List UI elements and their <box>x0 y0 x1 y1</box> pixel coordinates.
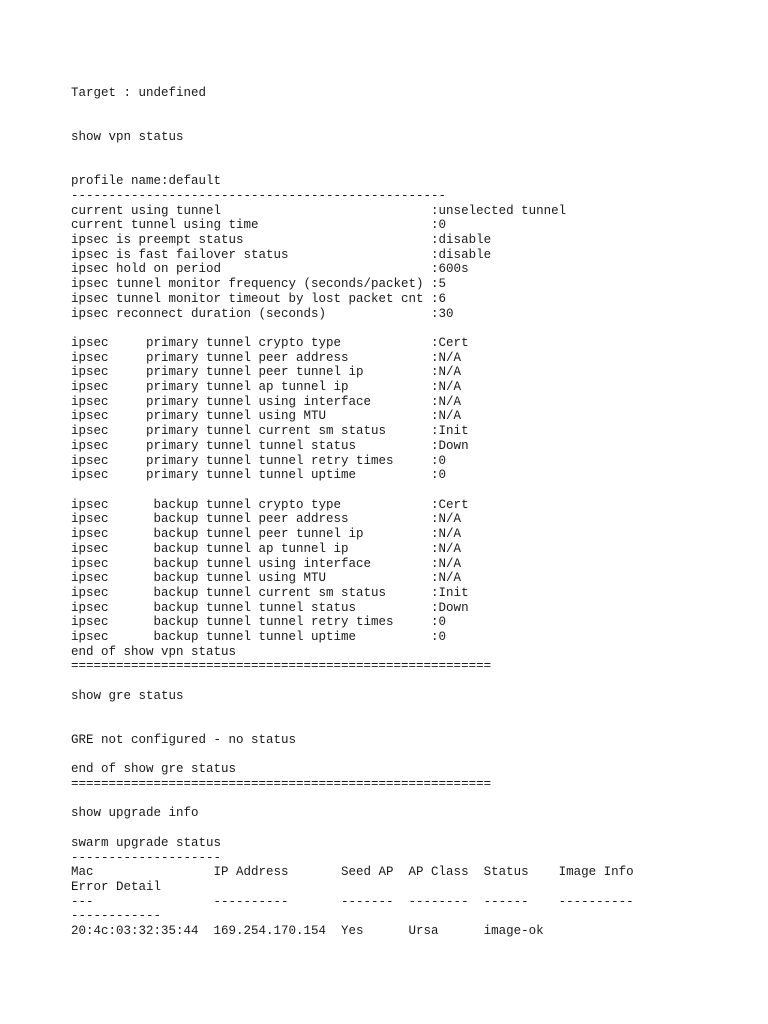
cli-output-text: Target : undefined show vpn status profile name:default -------------------------------------------------- current using tunnel :unselected tunnel current tunnel using time :0 ipsec is preempt status :disable ipsec is fast failover status :disable ipsec hold on period :600s ipsec tunnel monitor frequency (seconds/packet) :5 ipsec tunnel monitor timeout by lost packet cnt :6 ipsec reconnect duration (seconds) :30 ipsec primary tunnel crypto type :Cert ipsec primary tunnel peer address :N/A ipsec primary tunnel peer tunnel ip :N/A ipsec primary tunnel ap tunnel ip :N/A ipsec primary tunnel using interface :N/A ipsec primary tunnel using MTU :N/A ipsec primary tunnel current sm status :Init ipsec primary tunnel tunnel status :Down ipsec primary tunnel tunnel retry times :0 ipsec primary tunnel tunnel uptime :0 ipsec backup tunnel crypto type :Cert ipsec backup tunnel peer address :N/A ipsec backup tunnel peer tunnel ip :N/A ipsec backup tunnel ap tunnel ip :N/A ipsec backup tunnel using interface :N/A ipsec backup tunnel using MTU :N/A ipsec backup tunnel current sm status :Init ipsec backup tunnel tunnel status :Down ipsec backup tunnel tunnel retry times :0 ipsec backup tunnel tunnel uptime :0 end of show vpn status ======================================================== show gre status GRE not configured - no status end of show gre status ======================================================== show upgrade info swarm upgrade status -------------------- Mac IP Address Seed AP AP Class Status Image Info Error Detail --- ---------- ------- -------- ------ ---------- ------------ 20:4c:03:32:35:44 169.254.170.154 Yes Ursa image-ok <box>71 86 634 939</box>
document-page <box>71 86 768 939</box>
